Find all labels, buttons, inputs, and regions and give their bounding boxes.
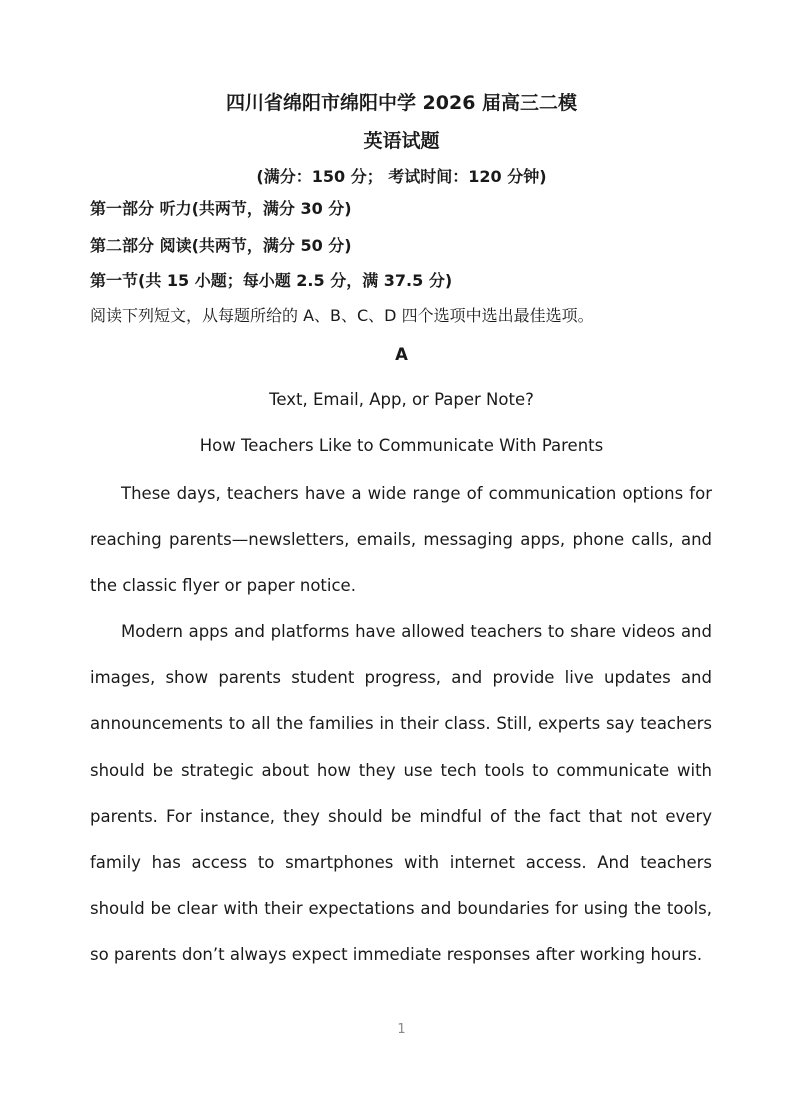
- instruction-text: 阅读下列短文，从每题所给的 A、B、C、D 四个选项中选出最佳选项。: [90, 306, 594, 325]
- exam-score-time: (满分：150 分； 考试时间：120 分钟): [256, 167, 547, 186]
- passage-subtitle: How Teachers Like to Communicate With Parents: [199, 436, 604, 455]
- page-number: 1: [397, 1022, 406, 1037]
- passage-title: Text, Email, App, or Paper Note?: [269, 390, 534, 409]
- exam-subject: 英语试题: [363, 130, 440, 152]
- section-part2-sec1-heading: 第一节(共 15 小题；每小题 2.5 分，满 37.5 分): [90, 271, 453, 290]
- passage-label: A: [395, 345, 408, 364]
- section-part1-heading: 第一部分 听力(共两节，满分 30 分): [90, 199, 352, 218]
- passage-paragraph: These days, teachers have a wide range of communication options for reaching parents—newsletters, emails, messaging apps, phone calls, and the classic flyer or paper notice.: [90, 484, 712, 596]
- passage-paragraph: Modern apps and platforms have allowed teachers to share videos and images, show parents student progress, and provide live updates and announcements to all the families in their class. Still, experts say teachers should be strategic about how they use tech tools to communicate with parents. For instance, they should be mindful of the fact that not every family has access to smartphones with internet access. And teachers should be clear with their expectations and boundaries for using the tools, so parents don’t always expect immediate responses after working hours.: [90, 622, 712, 965]
- exam-title: 四川省绵阳市绵阳中学 2026 届高三二模: [225, 92, 578, 114]
- section-part2-heading: 第二部分 阅读(共两节，满分 50 分): [90, 236, 352, 255]
